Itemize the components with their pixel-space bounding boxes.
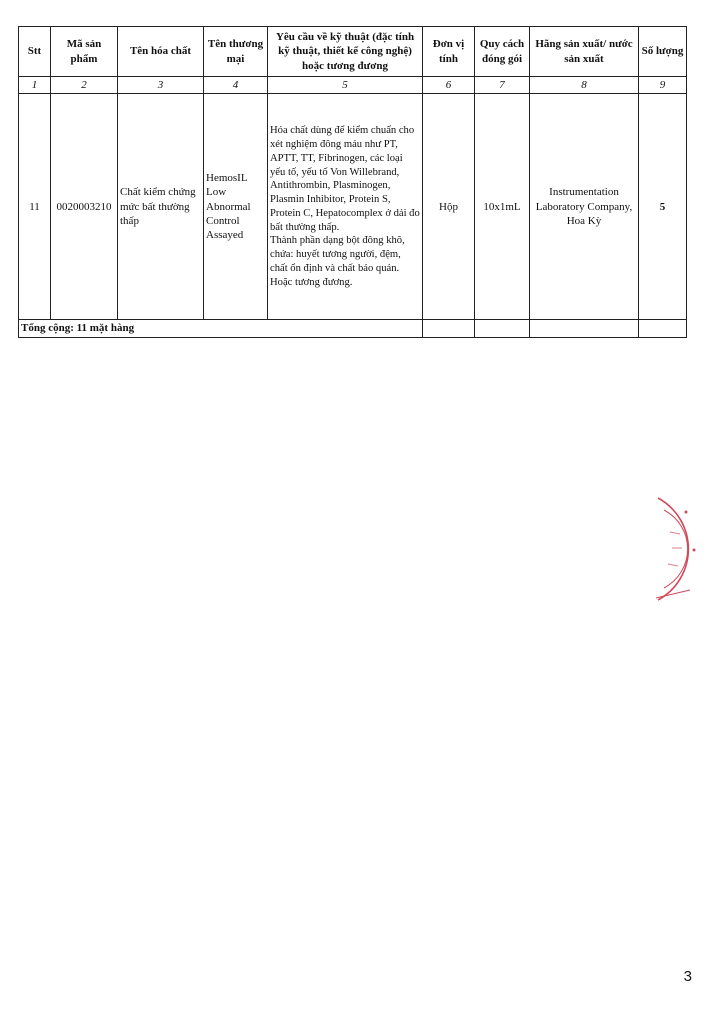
seal-tail-line <box>656 590 690 598</box>
seal-dot <box>685 511 688 514</box>
column-number: 5 <box>268 77 423 94</box>
spec-description: Hóa chất dùng để kiểm chuẩn cho xét nghiệm đông máu như PT, APTT, TT, Fibrinogen, các loại yếu tố, yếu tố Von Willebrand, Antithrombin, Plasminogen, Plasmin Inhibitor, Protein S, Protein C, Hepatocomplex ở dải đo bất thường thấp. <box>270 125 420 233</box>
total-empty-cell <box>530 320 639 337</box>
column-number-row <box>19 77 687 94</box>
cell-quantity: 5 <box>639 94 687 320</box>
total-empty-cell <box>423 320 475 337</box>
seal-outer-arc <box>658 498 688 600</box>
column-number: 2 <box>51 77 118 94</box>
seal-faded-lettering <box>668 532 682 566</box>
header-stt: Stt <box>19 27 51 77</box>
header-quantity: Số lượng <box>639 27 687 77</box>
header-trade-name: Tên thương mại <box>204 27 268 77</box>
total-row <box>19 320 687 337</box>
cell-product-code: 0020003210 <box>51 94 118 320</box>
seal-dot <box>693 549 696 552</box>
column-number: 3 <box>118 77 204 94</box>
official-seal-stamp <box>650 490 710 610</box>
column-number: 9 <box>639 77 687 94</box>
cell-packaging: 10x1mL <box>475 94 530 320</box>
total-empty-cell <box>639 320 687 337</box>
column-number: 1 <box>19 77 51 94</box>
table-row <box>19 94 687 320</box>
seal-inner-arc <box>664 510 688 588</box>
header-row <box>19 27 687 77</box>
column-number: 4 <box>204 77 268 94</box>
product-table <box>18 26 687 338</box>
total-empty-cell <box>475 320 530 337</box>
cell-trade-name: HemosIL Low Abnormal Control Assayed <box>204 94 268 320</box>
column-number: 7 <box>475 77 530 94</box>
header-chemical-name: Tên hóa chất <box>118 27 204 77</box>
spec-composition: Thành phần dạng bột đông khô, chứa: huyết tương người, đệm, chất ổn định và chất bảo quản. Hoặc tương đương. <box>270 235 405 288</box>
cell-manufacturer: Instrumentation Laboratory Company, Hoa Kỳ <box>530 94 639 320</box>
column-number: 8 <box>530 77 639 94</box>
header-unit: Đơn vị tính <box>423 27 475 77</box>
column-number: 6 <box>423 77 475 94</box>
cell-technical-requirements <box>268 94 423 320</box>
header-packaging: Quy cách đóng gói <box>475 27 530 77</box>
cell-unit: Hộp <box>423 94 475 320</box>
header-product-code: Mã sản phẩm <box>51 27 118 77</box>
header-technical-requirements: Yêu cầu về kỹ thuật (đặc tính kỹ thuật, thiết kế công nghệ) hoặc tương đương <box>268 27 423 77</box>
header-manufacturer: Hãng sản xuất/ nước sản xuất <box>530 27 639 77</box>
page-number: 3 <box>683 968 692 985</box>
cell-chemical-name: Chất kiểm chứng mức bất thường thấp <box>118 94 204 320</box>
cell-stt: 11 <box>19 94 51 320</box>
total-label: Tổng cộng: 11 mặt hàng <box>19 320 423 337</box>
